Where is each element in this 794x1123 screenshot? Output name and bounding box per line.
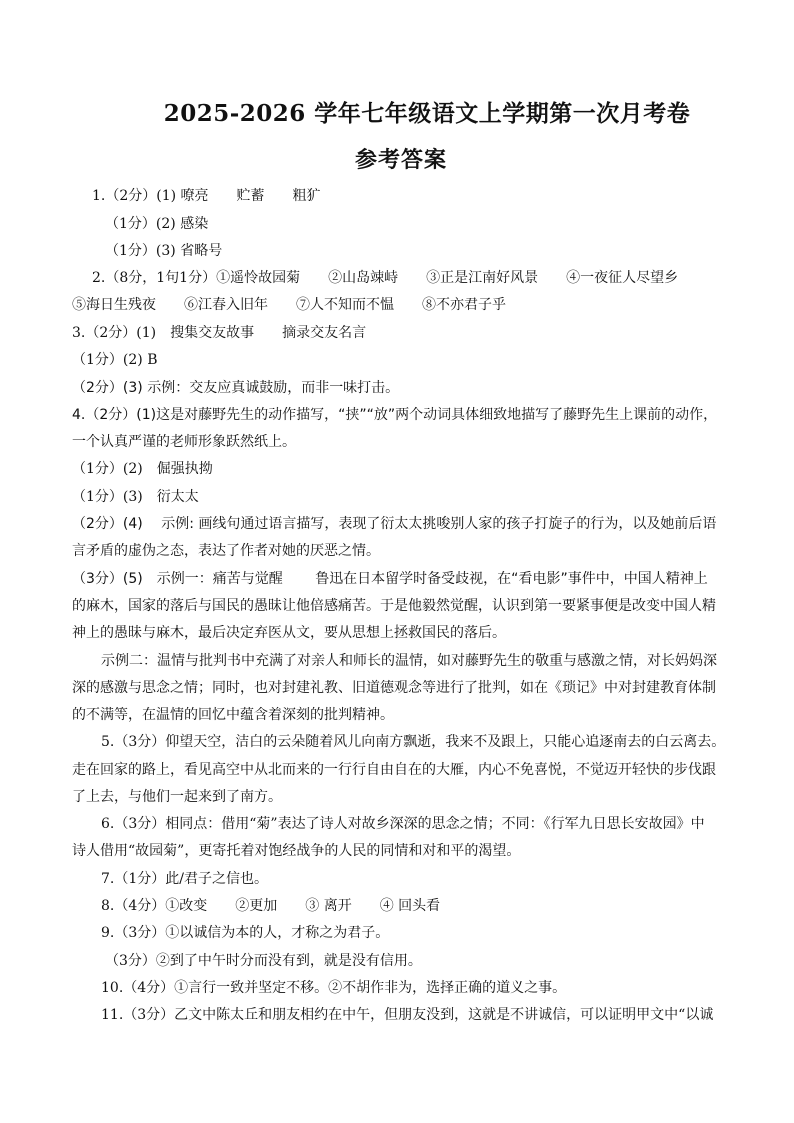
- answer-line: ⑤海日生残夜 ⑥江春入旧年 ⑦人不知而不愠 ⑧不亦君子乎: [72, 297, 506, 313]
- answer-line: 的不满等，在温情的回忆中蕴含着深刻的批判精神。: [72, 707, 394, 723]
- answer-line: （1分）(3) 省略号: [105, 243, 223, 259]
- answer-line: 11.（3分）乙文中陈太丘和朋友相约在中午，但朋友没到，这就是不讲诚信，可以证明甲文中“以诚: [101, 1007, 714, 1023]
- answer-line: 5.（3分）仰望天空，洁白的云朵随着风儿向南方飘逝，我来不及跟上，只能心追逐南去的白云离去。: [101, 734, 726, 750]
- answer-line: 诗人借用“故园菊”，更寄托着对饱经战争的人民的同情和对和平的渴望。: [72, 843, 521, 859]
- answer-line: 神上的愚昧与麻木，最后决定弃医从文，要从思想上拯救国民的落后。: [72, 625, 506, 641]
- answer-line: 示例二：温情与批判书中充满了对亲人和师长的温情，如对藤野先生的敬重与感激之情，对长妈妈深: [101, 653, 717, 669]
- answer-line: 3.（2分）(1) 搜集交友故事 摘录交友名言: [72, 325, 367, 341]
- answer-line: 走在回家的路上，看见高空中从北而来的一行行自由自在的大雁，内心不免喜悦，不觉迈开轻快的步伐跟: [72, 762, 716, 778]
- answer-line: 9.（3分）①以诚信为本的人，才称之为君子。: [101, 925, 390, 941]
- answer-line: （1分）(2) B: [72, 352, 158, 368]
- answer-line: （3分）(5) 示例一：痛苦与觉醒 鲁迅在日本留学时备受歧视，在“看电影”事件中，中国人精神上: [72, 571, 708, 587]
- answer-line: （3分）②到了中午时分而没有到，就是没有信用。: [105, 953, 422, 969]
- exam-title: 2025-2026 学年七年级语文上学期第一次月考卷: [163, 100, 691, 127]
- answer-line: （1分）(2) 倔强执拗: [72, 461, 213, 477]
- answer-line: （2分）(4) 示例: 画线句通过语言描写，表现了衍太太挑唆别人家的孩子打旋子的行为，以及她前后语: [72, 516, 717, 532]
- answer-line: （2分）(3) 示例：交友应真诚鼓励，而非一味打击。: [72, 380, 400, 396]
- answer-line: （1分）(2) 感染: [105, 216, 209, 232]
- answer-line: 1.（2分）(1) 嘹亮 贮蓄 粗犷: [92, 188, 321, 204]
- answer-line: 8.（4分）①改变 ②更加 ③ 离开 ④ 回头看: [101, 898, 441, 914]
- answer-line: 2.（8分，1句1分）①遥怜故园菊 ②山岛竦峙 ③正是江南好风景 ④一夜征人尽望乡: [92, 270, 679, 286]
- answer-line: 10.（4分）①言行一致并坚定不移。②不胡作非为，选择正确的道义之事。: [101, 980, 567, 996]
- answer-line: 6.（3分）相同点：借用“菊”表达了诗人对故乡深深的思念之情；不同：《行军九日思长安故园》中: [101, 816, 705, 832]
- answer-line: 言矛盾的虚伪之态，表达了作者对她的厌恶之情。: [72, 543, 380, 559]
- page-subtitle: 参考答案: [354, 147, 447, 173]
- answer-line: 4.（2分）(1)这是对藤野先生的动作描写，“挟”“放”两个动词具体细致地描写了藤野先生上课前的动作，: [72, 407, 718, 423]
- answer-line: 7.（1分）此/君子之信也。: [101, 871, 268, 887]
- answer-line: 一个认真严谨的老师形象跃然纸上。: [72, 434, 296, 450]
- answer-line: 的麻木，国家的落后与国民的愚昧让他倍感痛苦。于是他毅然觉醒，认识到第一要紧事便是改变中国人精: [72, 598, 716, 614]
- answer-line: 深的感激与思念之情；同时，也对封建礼教、旧道德观念等进行了批判，如在《琐记》中对封建教育体制: [72, 680, 716, 696]
- answer-line: （1分）(3) 衍太太: [72, 489, 199, 505]
- answer-line: 了上去，与他们一起来到了南方。: [72, 789, 282, 805]
